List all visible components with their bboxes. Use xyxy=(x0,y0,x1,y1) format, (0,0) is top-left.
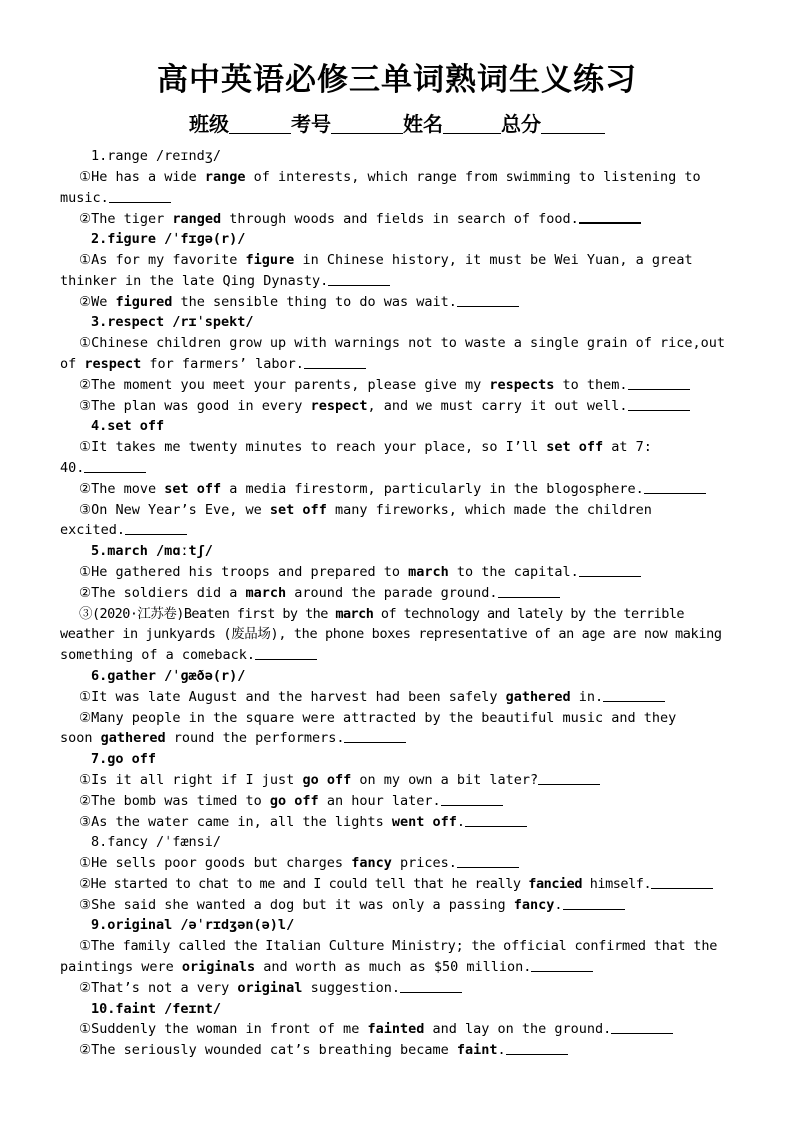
word-heading: 8.fancy /ˈfænsi/ xyxy=(91,834,222,851)
sentence: ③On New Year’s Eve, we set off many fireworks, which made the children xyxy=(79,501,652,518)
word-heading: 4.set off xyxy=(91,418,165,435)
sentence: ③As the water came in, all the lights went off. xyxy=(60,812,736,833)
answer-blank[interactable] xyxy=(579,562,641,577)
keyword: respect xyxy=(84,355,142,372)
answer-blank[interactable] xyxy=(441,791,503,806)
answer-blank[interactable] xyxy=(457,292,519,307)
sentence: ②The tiger ranged through woods and fields in search of food. xyxy=(60,208,736,229)
sentence: ②The bomb was timed to go off an hour later. xyxy=(60,791,736,812)
student-info-row xyxy=(0,108,794,140)
score-blank[interactable] xyxy=(541,111,605,134)
answer-blank[interactable] xyxy=(457,853,519,868)
keyword: faint xyxy=(456,1042,498,1059)
number-label: 考号 xyxy=(291,112,331,136)
answer-blank[interactable] xyxy=(255,645,317,660)
sentence: ②He started to chat to me and I could tell that he really fancied himself. xyxy=(60,874,736,895)
answer-blank[interactable] xyxy=(628,375,690,390)
word-heading: 9.original /əˈrɪdʒən(ə)l/ xyxy=(91,917,295,934)
keyword: originals xyxy=(181,959,256,976)
sentence-continuation: soon gathered round the performers. xyxy=(60,728,736,749)
keyword: figured xyxy=(115,293,173,310)
name-label: 姓名 xyxy=(403,112,443,136)
keyword: march xyxy=(245,584,287,601)
answer-blank[interactable] xyxy=(400,978,462,993)
sentence-continuation: of respect for farmers’ labor. xyxy=(60,354,736,375)
answer-blank[interactable] xyxy=(579,208,641,224)
exercise-list xyxy=(60,146,736,1061)
sentence-continuation: weather in junkyards (废品场), the phone boxes representative of an age are now making xyxy=(60,626,722,643)
answer-blank[interactable] xyxy=(531,957,593,972)
sentence: ①He gathered his troops and prepared to march to the capital. xyxy=(60,562,736,583)
answer-blank[interactable] xyxy=(498,583,560,598)
keyword: go off xyxy=(302,771,352,788)
sentence: ①Suddenly the woman in front of me fainted and lay on the ground. xyxy=(60,1019,736,1040)
sentence: ②That’s not a very original suggestion. xyxy=(60,978,736,999)
class-blank[interactable] xyxy=(229,111,291,134)
sentence: ①It was late August and the harvest had been safely gathered in. xyxy=(60,687,736,708)
sentence-continuation: paintings were originals and worth as much as $50 million. xyxy=(60,957,736,978)
answer-blank[interactable] xyxy=(538,770,600,785)
word-heading: 3.respect /rɪˈspekt/ xyxy=(91,314,254,331)
sentence: ②The soldiers did a march around the parade ground. xyxy=(60,583,736,604)
word-heading: 5.march /mɑːtʃ/ xyxy=(91,543,213,560)
sentence: ①Chinese children grow up with warnings not to waste a single grain of rice,out xyxy=(79,335,726,352)
answer-blank[interactable] xyxy=(563,895,625,910)
sentence: ①It takes me twenty minutes to reach your place, so I’ll set off at 7: xyxy=(79,439,652,456)
keyword: set off xyxy=(546,439,604,456)
sentence: ②Many people in the square were attracted by the beautiful music and they xyxy=(79,709,677,726)
keyword: went off xyxy=(391,813,457,830)
keyword: ranged xyxy=(172,211,222,228)
word-heading: 1.range /reɪndʒ/ xyxy=(91,148,222,164)
answer-blank[interactable] xyxy=(628,396,690,411)
word-heading: 2.figure /ˈfɪɡə(r)/ xyxy=(91,231,246,248)
number-blank[interactable] xyxy=(331,111,403,134)
keyword: respect xyxy=(310,397,368,414)
keyword: figure xyxy=(245,251,295,268)
answer-blank[interactable] xyxy=(611,1019,673,1034)
keyword: respects xyxy=(489,376,555,393)
keyword: original xyxy=(237,979,303,996)
sentence-continuation: thinker in the late Qing Dynasty. xyxy=(60,271,736,292)
sentence: ③The plan was good in every respect, and we must carry it out well. xyxy=(60,396,736,417)
keyword: range xyxy=(204,168,246,185)
word-heading: 7.go off xyxy=(91,751,157,768)
sentence: ①Is it all right if I just go off on my own a bit later? xyxy=(60,770,736,791)
keyword: march xyxy=(335,605,374,622)
answer-blank[interactable] xyxy=(651,874,713,889)
keyword: gathered xyxy=(505,688,571,705)
keyword: set off xyxy=(269,501,327,518)
answer-blank[interactable] xyxy=(328,271,390,286)
keyword: fancy xyxy=(513,896,555,913)
answer-blank[interactable] xyxy=(506,1040,568,1055)
sentence-continuation: something of a comeback. xyxy=(60,645,736,666)
keyword: fainted xyxy=(367,1021,425,1038)
answer-blank[interactable] xyxy=(84,458,146,473)
answer-blank[interactable] xyxy=(644,479,706,494)
sentence: ③She said she wanted a dog but it was only a passing fancy. xyxy=(60,895,736,916)
keyword: fancied xyxy=(528,875,583,892)
word-heading: 6.gather /ˈɡæðə(r)/ xyxy=(91,667,246,684)
sentence-continuation: excited. xyxy=(60,520,736,541)
sentence: ①He sells poor goods but charges fancy prices. xyxy=(60,853,736,874)
sentence: ②The move set off a media firestorm, particularly in the blogosphere. xyxy=(60,479,736,500)
answer-blank[interactable] xyxy=(603,687,665,702)
keyword: fancy xyxy=(351,855,392,872)
answer-blank[interactable] xyxy=(304,354,366,369)
score-label: 总分 xyxy=(501,112,541,136)
answer-blank[interactable] xyxy=(344,728,406,743)
sentence: ②We figured the sensible thing to do was wait. xyxy=(60,292,736,313)
sentence: ②The moment you meet your parents, please give my respects to them. xyxy=(60,375,736,396)
answer-blank[interactable] xyxy=(125,520,187,535)
word-heading: 10.faint /feɪnt/ xyxy=(91,1000,222,1017)
sentence-continuation: 40. xyxy=(60,458,736,479)
sentence: ①As for my favorite figure in Chinese history, it must be Wei Yuan, a great xyxy=(79,251,693,268)
answer-blank[interactable] xyxy=(109,188,171,203)
keyword: march xyxy=(408,563,449,580)
sentence: ③(2020·江苏卷)Beaten first by the march of technology and lately by the terrible xyxy=(79,605,684,622)
sentence: ①He has a wide range of interests, which range from swimming to listening to xyxy=(79,168,701,185)
keyword: gathered xyxy=(100,730,166,747)
keyword: go off xyxy=(269,792,319,809)
sentence: ①The family called the Italian Culture Ministry; the official confirmed that the xyxy=(79,938,718,955)
class-label: 班级 xyxy=(189,112,229,136)
name-blank[interactable] xyxy=(443,111,501,134)
sentence: ②The seriously wounded cat’s breathing became faint. xyxy=(60,1040,736,1061)
answer-blank[interactable] xyxy=(465,812,527,827)
keyword: set off xyxy=(164,480,222,497)
page-title: 高中英语必修三单词熟词生义练习 xyxy=(157,62,637,98)
sentence-continuation: music. xyxy=(60,188,736,209)
